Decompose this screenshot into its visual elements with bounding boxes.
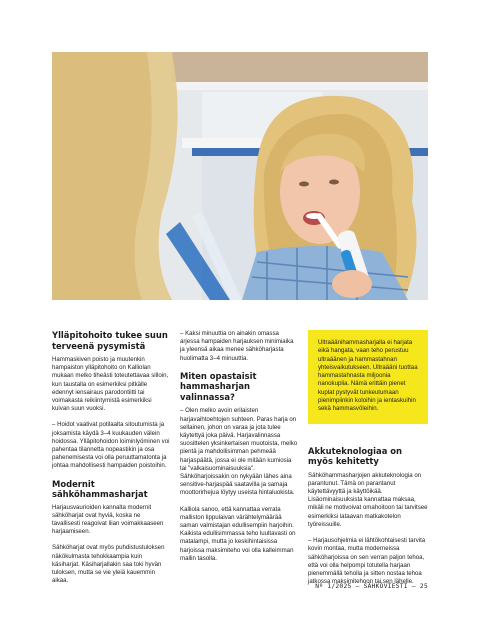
column-2 bbox=[180, 330, 298, 571]
paragraph: – Harjausohjelmia ei lähtökohtaisesti tarvita kovin montaa, mutta moderneissa sähköharjoissa on sen verran paljon tehoa, että voi olla helpompi totutella harjaan pienemmällä teholla ja sitten nostaa tehoa jatkossa maksimitehoon tai sen lähelle. bbox=[308, 537, 426, 586]
heading-maintenance-care: Ylläpitohoito tukee suun terveenä pysymistä bbox=[52, 330, 168, 351]
paragraph: Sähköharjat ovat myös puhdistustuloksen näkökulmasta tehokkaampia kuin käsiharjat. Käsiharjallakin saa toki hyvän tuloksen, mutta se vie yleiä kauemmin aikaa. bbox=[52, 544, 165, 585]
paragraph: Kalliola sanoo, että kannattaa verrata malliston lippulaivan värähtelymäärää saman valmistajan edullisempiin harjoihin. Kaikista edullisimmassa teho luultavasti on matalampi, mutta jo keskihintaisissa harjoissa maksimiteho voi olla kalleimman mallin tasolla. bbox=[180, 505, 296, 562]
heading-modern-toothbrushes: Modernit sähköhammasharjat bbox=[52, 478, 148, 500]
callout-text: Ultraäänihammasharjalla ei harjata eikä hangata, vaan teho perustuu ultraäänen ja hammastahnan yhteisvaikutukseen. Ultraääni tuottaa hammastahnasta miljoonia nanokuplia. Nämä erittäin pienet kuplat pystyvät tunkeutumaan pienimpiinkin koloihin ja ientaskuihin sekä hammasvöleihin. bbox=[318, 339, 418, 413]
column-1 bbox=[52, 330, 170, 593]
paragraph: – Kaksi minuuttia on ainakin omassa arjessa hampaiden harjauksen minimiaika ja yleensä aikaa menee sähköharjasta huolimatta 3–4 minuuttia. bbox=[180, 330, 294, 362]
article-photo bbox=[52, 52, 428, 300]
ultrasonic-callout-box bbox=[308, 330, 428, 424]
paragraph: – Olen melko avoin erilaisten harjavaihtoehtojen suhteen. Paras harja on sellainen, johon on varaa ja jota tulee käytettyä joka päivä. Harjavalinnassa suosittelen yksinkertaisen muotoista, melko pientä ja mahdollisimman pehmeää harjaspäätä, jossa ei ole mitään kumiosia tai "valkaisuominaisuuksia". Sähköharjoissakin on nykyään lähes aina sensitive-harjaspää saatavilla ja samaja moottorirhejua löytyy useista hintaluokista. bbox=[180, 407, 298, 497]
heading-choosing-toothbrush: Miten opastaisit hammasharjan valinnassa? bbox=[180, 370, 257, 402]
paragraph: Harjausvaurioiden kannalta modernit sähköharjat ovat hyviä, koska ne tavallisesti reagoivat liian voimakkaaseen harjaamiseen. bbox=[52, 503, 164, 536]
column-3 bbox=[308, 330, 428, 594]
paragraph: Hammaskiven poisto ja muutenkin hampaiston ylläpitohoito on Kalliolan mukaan melko tiheästi toteutettavaa silloin, kun taustalla on esimerkiksi pitkälle edennyt iensairaus parodontiitti tai voimakasta reikiintymistä esimerkiksi kuivan suun vuoksi. bbox=[52, 356, 169, 413]
heading-battery-technology: Akkuteknologiaa on myös kehitetty bbox=[308, 445, 402, 467]
paragraph: – Hoidot vaativat potilaalta sitoutumista ja joksamista käydä 3–4 kuukauden välein hoidossa. Ylläpitohoidon loiminlyöminen voi pahentaa tilannetta nopeastikin ja osa pahenemisesta voi olla peruuttamatonta ja johtaa mahdollisesti hampaiden poistoihin. bbox=[52, 421, 170, 470]
page-footer: Nº 1/2025 – SÄHKÖVIESTI – 25 bbox=[315, 583, 428, 590]
child-brushing-teeth-image bbox=[52, 52, 428, 300]
paragraph: Sähköhammasharjojen akkuteknologia on parantunut. Tämä on parantanut käytettävyyttä ja käyttöikää. Lisäominaisuuksista kannattaa maksaa, mikäli ne motivoivat omahoitoon tai tarvitsee esimerkiksi lataavan matkakotelon työreissuille. bbox=[308, 471, 428, 528]
